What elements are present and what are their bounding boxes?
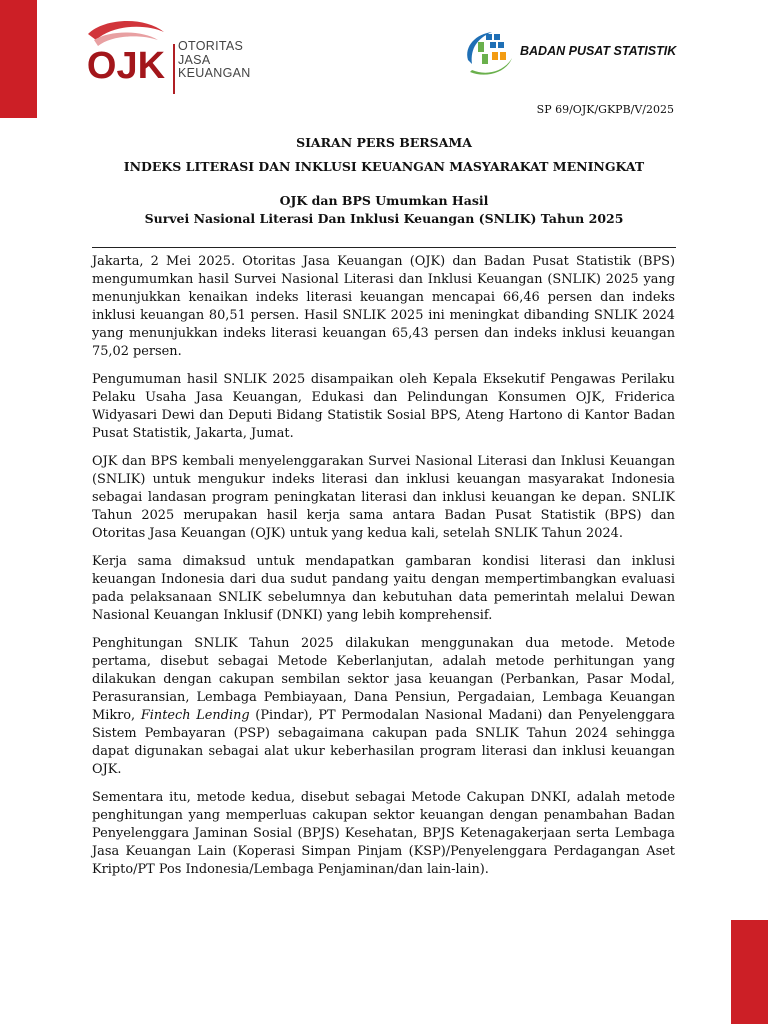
paragraph-3: OJK dan BPS kembali menyelenggarakan Survei Nasional Literasi dan Inklusi Keuangan (SNLIK) untuk mengukur indeks literasi dan inklusi keuangan masyarakat Indonesia sebagai landasan program peningkatan literasi dan inklusi keuangan ke depan. SNLIK Tahun 2025 merupakan hasil kerja sama antara Badan Pusat Statistik (BPS) dan Otoritas Jasa Keuangan (OJK) untuk yang kedua kali, setelah SNLIK Tahun 2024. [92, 454, 675, 541]
bps-logo-icon [462, 30, 516, 76]
reference-number: SP 69/OJK/GKPB/V/2025 [536, 103, 674, 116]
paragraph-2: Pengumuman hasil SNLIK 2025 disampaikan oleh Kepala Eksekutif Pengawas Perilaku Pelaku Usaha Jasa Keuangan, Edukasi dan Pelindungan Konsumen OJK, Friderica Widyasari Dewi dan Deputi Bidang Statistik Sosial BPS, Ateng Hartono di Kantor Badan Pusat Statistik, Jakarta, Jumat. [92, 372, 675, 441]
press-release-headline-line2: Survei Nasional Literasi Dan Inklusi Keuangan (SNLIK) Tahun 2025 [144, 211, 624, 226]
paragraph-6: Sementara itu, metode kedua, disebut sebagai Metode Cakupan DNKI, adalah metode penghitungan yang memperluas cakupan sektor keuangan dengan penambahan Badan Penyelenggara Jaminan Sosial (BPJS) Kesehatan, BPJS Ketenagakerjaan serta Lembaga Jasa Keuangan Lain (Koperasi Simpan Pinjam (KSP)/Penyelenggara Perdagangan Aset Kripto/PT Pos Indonesia/Lembaga Penjaminan/dan lain-lain). [92, 790, 675, 877]
paragraph-5-italic: Fintech Lending [140, 708, 250, 723]
paragraph-1: Jakarta, 2 Mei 2025. Otoritas Jasa Keuangan (OJK) dan Badan Pusat Statistik (BPS) mengumumkan hasil Survei Nasional Literasi dan Inklusi Keuangan (SNLIK) 2025 yang menunjukkan kenaikan indeks literasi keuangan mencapai 66,46 persen dan indeks inklusi keuangan 80,51 persen. Hasil SNLIK 2025 ini meningkat dibanding SNLIK 2024 yang menunjukkan indeks literasi keuangan 65,43 persen dan indeks inklusi keuangan 75,02 persen. [92, 254, 675, 359]
paragraph-5-part-b: (Pindar), PT Permodalan Nasional Madani) dan Penyelenggara Sistem Pembayaran (PSP) sebagaimana cakupan pada SNLIK Tahun 2024 sehingga dapat digunakan sebagai alat ukur keberhasilan program literasi dan inklusi keuangan OJK. [92, 708, 675, 777]
ojk-logo [84, 18, 254, 84]
ojk-word-3: KEUANGAN [178, 66, 251, 80]
press-release-subtitle: INDEKS LITERASI DAN INKLUSI KEUANGAN MASYARAKAT MENINGKAT [123, 159, 645, 174]
body-text [92, 253, 675, 889]
press-release-title: SIARAN PERS BERSAMA [296, 135, 472, 150]
heading-divider [92, 247, 676, 248]
paragraph-4: Kerja sama dimaksud untuk mendapatkan gambaran kondisi literasi dan inklusi keuangan Indonesia dari dua sudut pandang yaitu dengan mempertimbangkan evaluasi pada pelaksanaan SNLIK sebelumnya dan kebutuhan data pemerintah melalui Dewan Nasional Keuangan Inklusif (DNKI) yang lebih komprehensif. [92, 554, 675, 623]
press-release-headline-line1: OJK dan BPS Umumkan Hasil [279, 193, 489, 208]
ojk-logo-words [178, 40, 251, 81]
bps-logo [462, 30, 682, 78]
red-accent-bar-bottom [731, 920, 768, 1024]
ojk-word-2: JASA [178, 52, 211, 67]
ojk-logo-icon [84, 18, 168, 82]
bps-logo-name: BADAN PUSAT STATISTIK [520, 44, 677, 58]
ojk-word-1: OTORITAS [178, 39, 244, 53]
red-accent-bar-top [0, 0, 37, 118]
paragraph-5-part-a: Penghitungan SNLIK Tahun 2025 dilakukan menggunakan dua metode. Metode pertama, disebut sebagai Metode Keberlanjutan, adalah metode perhitungan yang dilakukan dengan cakupan sembilan sektor jasa keuangan (Perbankan, Pasar Modal, Perasuransian, Lembaga Pembiayaan, Dana Pensiun, Pergadaian, Lembaga Keuangan Mikro, [92, 636, 675, 723]
ojk-logo-divider [173, 44, 175, 94]
ojk-mark-text: OJK [86, 45, 166, 82]
paragraph-5 [92, 635, 675, 779]
